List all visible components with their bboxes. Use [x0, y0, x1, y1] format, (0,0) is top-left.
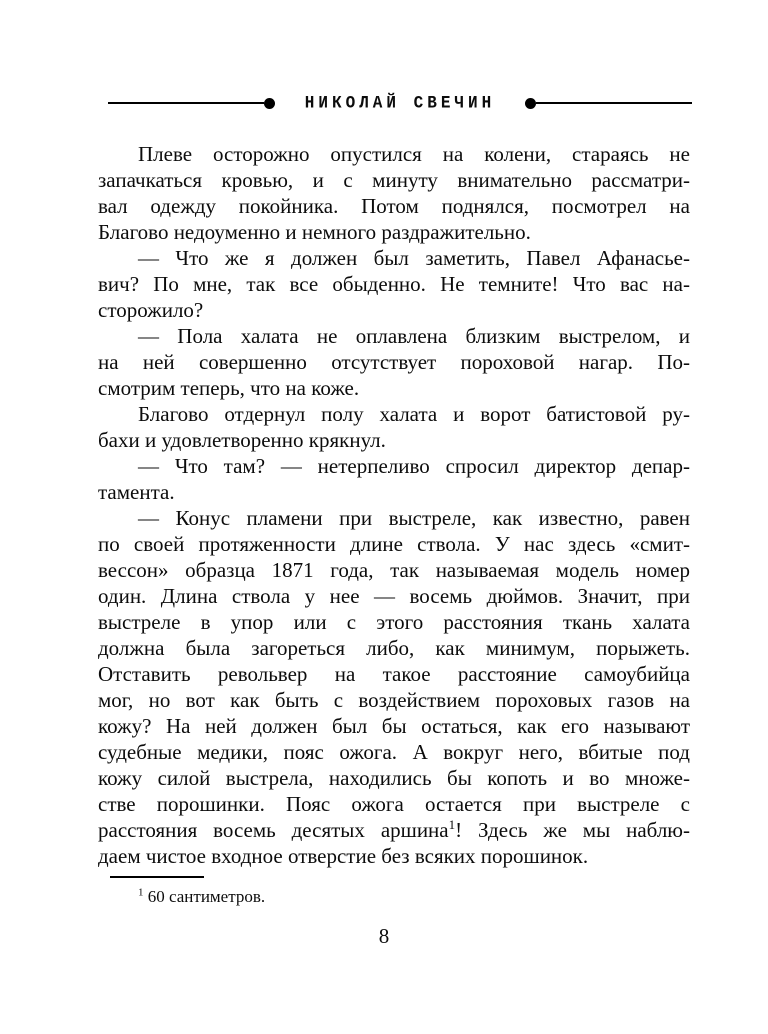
page-number: 8: [378, 924, 390, 948]
text-line-with-footnote-ref: [98, 817, 690, 843]
text-line: смотрим теперь, что на коже.: [98, 376, 360, 400]
text-line: вал одежду покойника. Потом поднялся, посмотрел на: [98, 194, 690, 218]
text-line: судебные медики, пояс ожога. А вокруг него, вбитые под: [98, 740, 690, 764]
paragraph: [98, 245, 690, 323]
footnote-reference: 1: [448, 817, 456, 832]
footnote-divider: [110, 876, 204, 878]
footnote-text: 60 сантиметров.: [143, 887, 266, 906]
paragraph: [98, 323, 690, 401]
text-line: стве порошинки. Пояс ожога остается при выстреле с: [98, 792, 690, 816]
text-line: — Что там? — нетерпеливо спросил директор депар-: [138, 454, 690, 478]
text-segment: ! Здесь же мы наблю-: [455, 818, 690, 842]
author-name: НИКОЛАЙ СВЕЧИН: [304, 93, 496, 113]
text-line: должна была загореться либо, как минимум, порыжеть.: [98, 636, 690, 660]
text-line: даем чистое входное отверстие без всяких порошинок.: [98, 844, 589, 868]
footnote-marker: 1: [138, 886, 144, 899]
text-line: один. Длина ствола у нее — восемь дюймов. Значит, при: [98, 584, 690, 608]
text-line: тамента.: [98, 480, 175, 504]
text-line: на ней совершенно отсутствует пороховой нагар. По-: [98, 350, 690, 374]
decorative-dot-left: [264, 98, 275, 109]
text-line: Благово отдернул полу халата и ворот батистовой ру-: [138, 402, 690, 426]
decorative-dot-right: [525, 98, 536, 109]
text-line: Благово недоуменно и немного раздражительно.: [98, 220, 531, 244]
text-line: сторожило?: [98, 298, 204, 322]
text-line: запачкаться кровью, и с минуту внимательно рассматри-: [98, 168, 690, 192]
text-line: кожу? На ней должен был бы остаться, как его называют: [98, 714, 690, 738]
paragraph: [98, 141, 690, 245]
text-line: кожу силой выстрела, находились бы копоть и во множе-: [98, 766, 690, 790]
text-line: вич? По мне, так все обыденно. Не темните! Что вас на-: [98, 272, 690, 296]
text-line: — Пола халата не оплавлена близким выстрелом, и: [138, 324, 690, 348]
text-line: вессон» образца 1871 года, так называемая модель номер: [98, 558, 690, 582]
header-rule-left: [108, 102, 264, 104]
body-text: [98, 141, 690, 869]
text-line: Отставить револьвер на такое расстояние самоубийца: [98, 662, 690, 686]
text-line: мог, но вот как быть с воздействием пороховых газов на: [98, 688, 690, 712]
text-line: по своей протяженности длине ствола. У нас здесь «смит-: [98, 532, 690, 556]
text-line: бахи и удовлетворенно крякнул.: [98, 428, 386, 452]
running-head: [108, 92, 692, 114]
text-line: — Что же я должен был заметить, Павел Афанасье-: [138, 246, 690, 270]
text-line: Плеве осторожно опустился на колени, стараясь не: [138, 142, 690, 166]
paragraph: [98, 401, 690, 453]
footnote: [98, 886, 690, 908]
paragraph: [98, 453, 690, 505]
paragraph: [98, 505, 690, 869]
text-line: — Конус пламени при выстреле, как известно, равен: [138, 506, 690, 530]
header-rule-right: [536, 102, 692, 104]
text-line: выстреле в упор или с этого расстояния ткань халата: [98, 610, 690, 634]
text-segment: расстояния восемь десятых аршина: [98, 818, 449, 842]
